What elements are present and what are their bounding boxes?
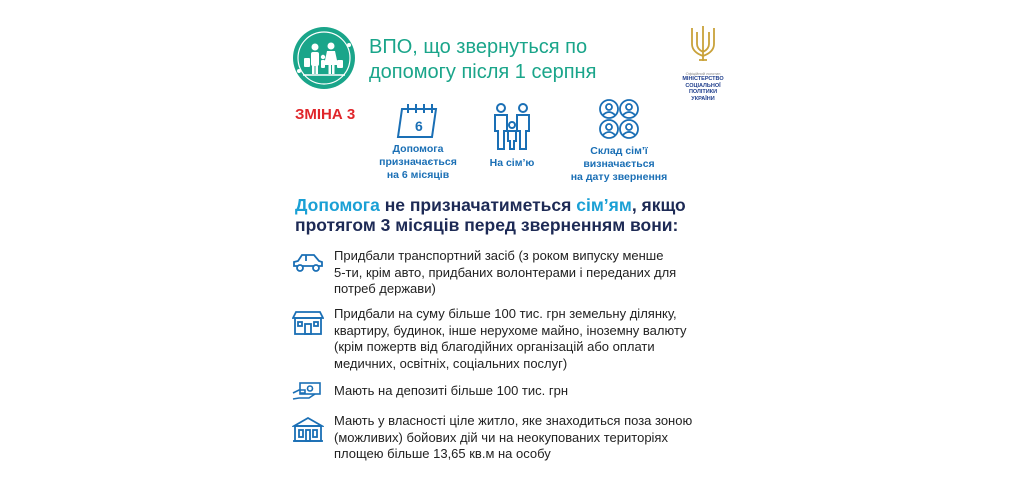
people-group-icon [597, 97, 641, 141]
item-2-line-2: квартиру, будинок, інше нерухоме майно, іноземну валюту [334, 322, 687, 338]
feature-3-line-2: визначається [583, 158, 655, 170]
item-4-line-3: площею більше 13,65 кв.м на особу [334, 446, 551, 461]
ministry-name-line-3: УКРАЇНИ [691, 95, 715, 102]
list-item [292, 383, 732, 406]
feature-3-line-3: на дату звернення [570, 171, 668, 183]
item-2-line-3: (крім пожертв від благодійних організацій або оплати [334, 339, 655, 354]
headline-part-1: Допомога [295, 195, 380, 215]
ministry-name-line-1: МІНІСТЕРСТВО [682, 76, 724, 82]
calendar-icon [396, 101, 440, 139]
item-4-line-1: Мають у власності ціле житло, яке знаходиться поза зоною [334, 413, 693, 428]
list-item [292, 306, 732, 372]
trident-emblem-icon [688, 24, 718, 62]
feature-1-line-2: призначається [379, 156, 457, 168]
family-icon [490, 101, 534, 153]
headline-line-1 [295, 195, 725, 215]
ministry-logo [671, 24, 735, 102]
family-logo-icon [291, 25, 357, 91]
feature-family [478, 101, 546, 170]
headline-part-4: , якщо [631, 195, 686, 215]
change-label: ЗМІНА 3 [295, 106, 356, 123]
building-icon [292, 416, 324, 444]
title-line-2: допомогу після 1 серпня [369, 61, 597, 83]
page-title [369, 35, 629, 85]
item-2-line-4: медичних, освітніх, соціальних послуг) [334, 355, 568, 371]
item-1-line-2: 5-ти, крім авто, придбаних волонтерами і переданих для [334, 264, 677, 280]
feature-1-line-1: Допомога [392, 143, 444, 155]
feature-1-line-3: на 6 місяців [386, 169, 450, 181]
headline-part-2: не призначатиметься [379, 195, 577, 215]
feature-family-composition [562, 97, 676, 184]
headline-part-3: сім’ям [576, 195, 632, 215]
feature-3-line-1: Склад сім’ї [590, 145, 648, 157]
ministry-name-line-2: СОЦІАЛЬНОЇ ПОЛІТИКИ [685, 82, 721, 95]
feature-2-line-1: На сім’ю [489, 157, 535, 169]
item-4-line-2: (можливих) бойових дій чи на неокупованих територіях [334, 429, 668, 445]
list-item [292, 248, 732, 298]
item-3-line-1: Мають на депозиті більше 100 тис. грн [334, 383, 568, 398]
house-icon [292, 310, 324, 336]
ministry-small-caption: Офіційний логотип [685, 71, 721, 76]
title-line-1: ВПО, що звернуться по [369, 36, 588, 58]
money-hand-icon [292, 381, 322, 401]
feature-duration [368, 101, 468, 182]
car-icon [292, 252, 324, 274]
headline-line-2: протягом 3 місяців перед зверненням вони: [295, 215, 679, 235]
item-1-line-1: Придбали транспортний засіб (з роком випуску менше [334, 248, 664, 263]
item-1-line-3: потреб держави) [334, 281, 436, 296]
list-item [292, 413, 732, 463]
headline [295, 195, 725, 235]
item-2-line-1: Придбали на суму більше 100 тис. грн земельну ділянку, [334, 306, 677, 321]
calendar-number: 6 [415, 118, 423, 134]
